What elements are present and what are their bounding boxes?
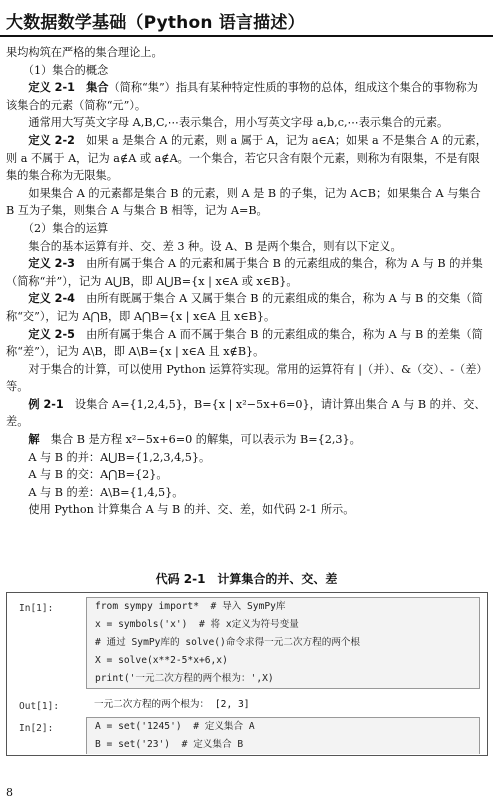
definition-text: 由所有属于集合 A 而不属于集合 B 的元素组成的集合，称为 A 与 B 的差集（简称“差”），记为 A\B，即 A\B={x | x∈A 且 x∉B}。 xyxy=(6,327,483,359)
result-union: A 与 B 的并：A⋃B={1,2,3,4,5}。 xyxy=(28,450,211,464)
page-number: 8 xyxy=(6,786,13,799)
definition-label: 定义 2-2 xyxy=(28,133,75,147)
paragraph: 如果集合 A 的元素都是集合 B 的元素，则 A 是 B 的子集，记为 A⊂B；如果集合 A 与集合 B 互为子集，则集合 A 与集合 B 相等，记为 A=B。 xyxy=(6,186,481,218)
code-line: A = set('1245') # 定义集合 A xyxy=(95,721,255,732)
paragraph: 对于集合的计算，可以使用 Python 运算符实现。常用的运算符有 |（并）、&（交）、-（差）等。 xyxy=(6,362,488,394)
solution-label: 解 xyxy=(28,433,40,447)
code-box xyxy=(86,597,480,689)
example-text: 设集合 A={1,2,4,5}，B={x | x²−5x+6=0}，请计算出集合 A 与 B 的并、交、差。 xyxy=(6,397,486,429)
output-prompt: Out[1]: xyxy=(19,701,60,712)
code-line: print('一元二次方程的两个根为：',X) xyxy=(95,673,274,684)
result-intersection: A 与 B 的交：A⋂B={2}。 xyxy=(28,468,168,482)
code-caption: 代码 2-1 计算集合的并、交、差 xyxy=(155,572,338,586)
code-box xyxy=(86,717,480,754)
definition-text: 由所有既属于集合 A 又属于集合 B 的元素组成的集合，称为 A 与 B 的交集（简称“交”），记为 A⋂B，即 A⋂B={x | x∈A 且 x∈B}。 xyxy=(6,292,483,323)
definition-2-4 xyxy=(6,290,488,325)
definition-text: 如果 a 是集合 A 的元素，则 a 属于 A，记为 a∈A；如果 a 不是集合 A 的元素，则 a 不属于 A，记为 a∉A 或 a∉A。一个集合，若它只含有限个元素，则称为有限集，不是有限集的集合称为无限集。 xyxy=(6,133,487,183)
input-prompt: In[2]: xyxy=(19,723,54,734)
body-text xyxy=(6,44,488,519)
solution-text: 集合 B 是方程 x²−5x+6=0 的解集，可以表示为 B={2,3}。 xyxy=(50,433,361,447)
code-line: X = solve(x**2-5*x+6,x) xyxy=(95,655,228,666)
definition-2-3 xyxy=(6,255,488,290)
definition-label: 定义 2-4 xyxy=(28,292,75,306)
definition-2-5 xyxy=(6,326,488,361)
code-line: from sympy import* # 导入 SymPy库 xyxy=(95,601,286,612)
paragraph: 集合的基本运算有并、交、差 3 种。设 A、B 是两个集合，则有以下定义。 xyxy=(28,239,402,253)
definition-label: 定义 2-1 xyxy=(28,81,75,95)
output-text: 一元二次方程的两个根为： [2, 3] xyxy=(94,699,250,710)
paragraph: 通常用大写英文字母 A,B,C,⋯表示集合，用小写英文字母 a,b,c,⋯表示集合的元素。 xyxy=(28,116,449,130)
example-2-1 xyxy=(6,396,488,431)
input-prompt: In[1]: xyxy=(19,603,54,614)
code-listing xyxy=(6,592,488,756)
definition-label: 定义 2-3 xyxy=(28,257,75,271)
definition-term: 集合 xyxy=(86,81,109,95)
result-difference: A 与 B 的差：A\B={1,4,5}。 xyxy=(28,485,184,499)
paragraph: 果均构筑在严格的集合理论上。 xyxy=(6,46,163,59)
definition-label: 定义 2-5 xyxy=(28,327,75,341)
running-header: 大数据数学基础（Python 语言描述） xyxy=(6,13,305,33)
code-line: x = symbols('x') # 将 x定义为符号变量 xyxy=(95,619,299,630)
example-label: 例 2-1 xyxy=(28,397,64,411)
section-heading: （1）集合的概念 xyxy=(22,63,109,77)
definition-text: 由所有属于集合 A 的元素和属于集合 B 的元素组成的集合，称为 A 与 B 的并集（简称“并”），记为 A⋃B，即 A⋃B={x | x∈A 或 x∈B}。 xyxy=(6,257,483,288)
definition-2-1 xyxy=(6,79,488,114)
header-rule xyxy=(0,35,493,37)
code-line: B = set('23') # 定义集合 B xyxy=(95,739,244,750)
definition-2-2 xyxy=(6,132,488,185)
definition-text: （简称“集”）指具有某种特定性质的事物的总体，组成这个集合的事物称为该集合的元素（简称“元”）。 xyxy=(6,81,478,112)
code-line: # 通过 SymPy库的 solve()命令求得一元二次方程的两个根 xyxy=(95,637,361,648)
section-heading: （2）集合的运算 xyxy=(22,221,109,235)
paragraph: 使用 Python 计算集合 A 与 B 的并、交、差，如代码 2-1 所示。 xyxy=(28,503,355,517)
solution xyxy=(6,431,488,449)
